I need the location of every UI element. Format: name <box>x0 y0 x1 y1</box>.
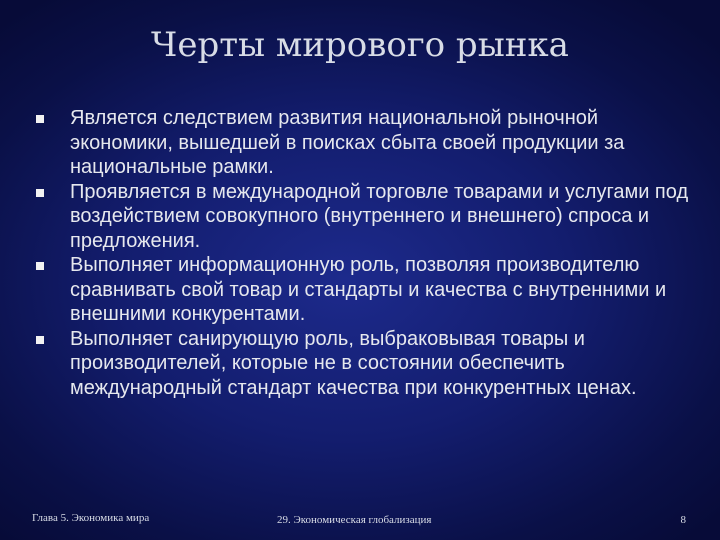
bullet-item <box>36 253 700 327</box>
bullet-text: Является следствием развития национальной рыночной экономики, вышедшей в поисках сбыта своей продукции за национальные рамки. <box>70 107 625 178</box>
bullet-text: Проявляется в международной торговле товарами и услугами под воздействием совокупного (внутреннего и внешнего) спроса и предложения. <box>70 180 689 252</box>
square-bullet-icon <box>36 336 44 344</box>
square-bullet-icon <box>36 262 44 270</box>
page-number: 8 <box>680 514 686 526</box>
slide-title: Черты мирового рынка <box>151 25 569 65</box>
bullet-list <box>36 106 700 400</box>
bullet-item <box>36 180 700 254</box>
square-bullet-icon <box>36 115 44 123</box>
bullet-item <box>36 327 700 401</box>
footer-chapter: Глава 5. Экономика мира <box>32 512 150 524</box>
footer-section: 29. Экономическая глобализация <box>277 514 432 526</box>
bullet-item <box>36 106 700 180</box>
square-bullet-icon <box>36 189 44 197</box>
bullet-text: Выполняет санирующую роль, выбраковывая товары и производителей, которые не в состоянии обеспечить международный стандарт качества при конкурентных ценах. <box>70 327 637 399</box>
bullet-text: Выполняет информационную роль, позволяя производителю сравнивать свой товар и стандарты и качества с внутренними и внешними конкурентами. <box>70 254 667 325</box>
